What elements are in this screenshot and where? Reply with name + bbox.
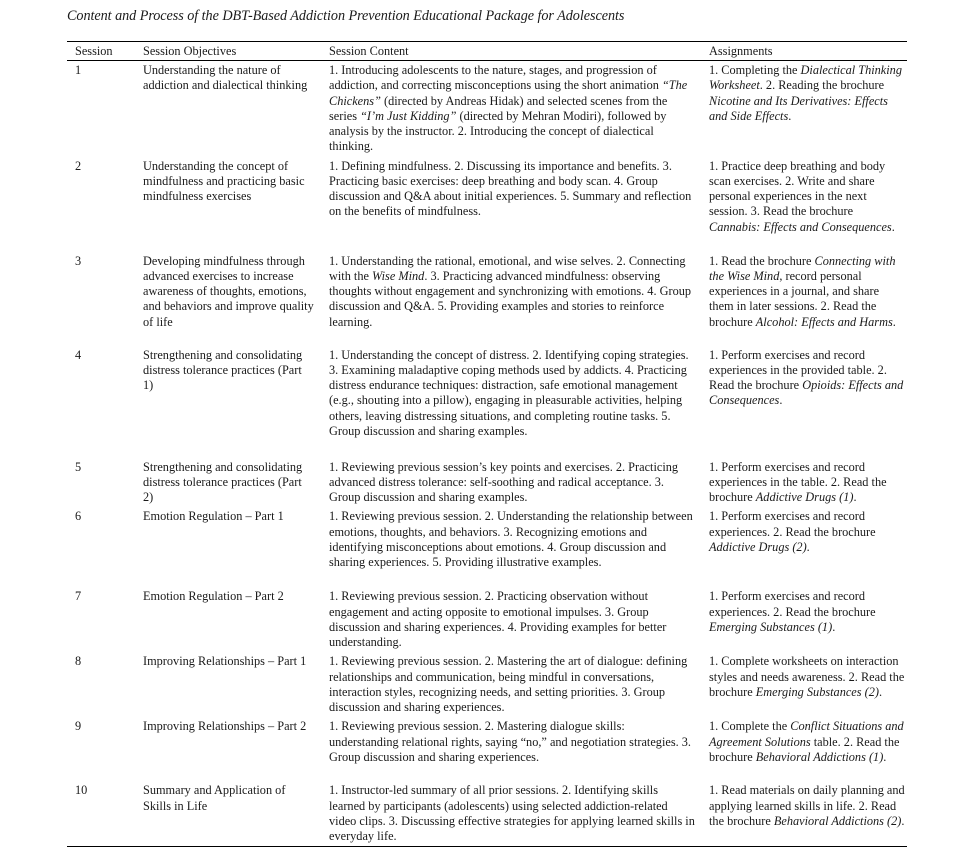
italic-title: Wise Mind bbox=[372, 268, 425, 283]
italic-title: Alcohol: Effects and Harms bbox=[755, 314, 893, 329]
session-content bbox=[321, 587, 701, 652]
header-objectives: Session Objectives bbox=[143, 44, 237, 58]
text-segment: 1. Reviewing previous session. 2. Practicing observation without engagement and acting opposite to emotional impulses. 3. Group discussion and sharing experiences. 4. Providing examples for better understanding. bbox=[329, 589, 667, 649]
session-objective: Strengthening and consolidating distress tolerance practices (Part 1) bbox=[143, 347, 303, 393]
text-segment: 1. Perform exercises and record experiences in the table. 2. Read the brochure bbox=[709, 459, 887, 505]
text-segment: 1. Reviewing previous session. 2. Mastering the art of dialogue: defining relationships and communication, being mindful in conversations, interaction styles, recognizing needs, and setting priorities. 3. Group discussion and sharing experiences. bbox=[329, 654, 688, 714]
table-header-row bbox=[67, 42, 907, 61]
text-segment: 1. Reviewing previous session’s key points and exercises. 2. Practicing advanced distress tolerance: self-soothing and radical acceptance. 3. Group discussion and sharing examples. bbox=[329, 459, 679, 505]
table-row bbox=[67, 458, 907, 508]
session-objective: Summary and Application of Skills in Life bbox=[143, 783, 286, 813]
text-segment: . bbox=[788, 108, 792, 123]
session-objective: Understanding the concept of mindfulness and practicing basic mindfulness exercises bbox=[143, 158, 305, 204]
text-segment: . bbox=[832, 619, 836, 634]
table-row bbox=[67, 652, 907, 717]
session-content bbox=[321, 61, 701, 157]
text-segment: 1. Complete worksheets on interaction styles and needs awareness. 2. Read the brochure bbox=[709, 654, 905, 699]
session-objective: Emotion Regulation – Part 1 bbox=[143, 509, 284, 524]
italic-title: Cannabis: Effects and Consequences bbox=[709, 219, 892, 234]
session-content bbox=[321, 458, 701, 508]
table-caption: Content and Process of the DBT-Based Addiction Prevention Educational Package for Adolescents bbox=[67, 8, 625, 24]
text-segment: . bbox=[806, 539, 810, 554]
session-content bbox=[321, 717, 701, 781]
session-number: 8 bbox=[75, 654, 82, 669]
text-segment: 1. Perform exercises and record experiences in the provided table. 2. Read the brochure bbox=[709, 347, 887, 393]
session-assignment bbox=[701, 507, 907, 587]
session-assignment bbox=[701, 252, 907, 346]
text-segment: , record personal experiences in a journal, and share them in later sessions. 2. Read the brochure bbox=[709, 268, 880, 329]
session-assignment bbox=[701, 587, 907, 652]
table-row bbox=[67, 252, 907, 346]
text-segment: 1. Understanding the rational, emotional, and wise selves. 2. Connecting with the bbox=[329, 253, 686, 283]
text-segment: . bbox=[901, 813, 905, 828]
italic-title: Addictive Drugs (2) bbox=[709, 539, 807, 554]
italic-title: Behavioral Addictions (1) bbox=[755, 749, 884, 764]
session-objective: Improving Relationships – Part 2 bbox=[143, 719, 307, 734]
text-segment: table. 2. Read the brochure bbox=[709, 734, 900, 764]
table-row bbox=[67, 507, 907, 587]
text-segment: 1. Defining mindfulness. 2. Discussing its importance and benefits. 3. Practicing basic exercises: deep breathing and body scan. 4. Group discussion and Q&A about initial experiences. 5. Summary and reflection on the benefits of mindfulness. bbox=[329, 158, 692, 219]
text-segment: . bbox=[892, 314, 896, 329]
italic-title: Conflict Situations and Agreement Solutions bbox=[709, 719, 904, 749]
session-number: 9 bbox=[75, 719, 82, 734]
session-assignment bbox=[701, 346, 907, 458]
header-session: Session bbox=[75, 44, 113, 58]
text-segment: . bbox=[891, 219, 895, 234]
italic-title: “The Chickens” bbox=[329, 78, 688, 108]
session-content bbox=[321, 252, 701, 346]
text-segment: 1. Completing the bbox=[709, 63, 801, 78]
text-segment: (directed by Mehran Modiri), followed by analysis by the instructor. 2. Introducing the concept of dialectical thinking. bbox=[329, 108, 667, 154]
session-objective: Improving Relationships – Part 1 bbox=[143, 654, 307, 669]
session-number: 10 bbox=[75, 783, 88, 798]
session-assignment bbox=[701, 157, 907, 252]
session-assignment bbox=[701, 652, 907, 717]
text-segment: . bbox=[779, 393, 783, 408]
session-number: 6 bbox=[75, 509, 82, 524]
table-row bbox=[67, 61, 907, 157]
text-segment: 1. Understanding the concept of distress. 2. Identifying coping strategies. 3. Examining maladaptive coping methods used by addicts. 4. Practicing distress endurance techniques: distraction, safe emotional management (e.g., shouting into a pillow), engaging in pleasurable activities, helping others, leaving distressing situations, and completing routine tasks. 5. Group discussion and sharing examples. bbox=[329, 347, 689, 438]
session-objective: Emotion Regulation – Part 2 bbox=[143, 589, 284, 604]
text-segment: 1. Reviewing previous session. 2. Mastering dialogue skills: understanding relational rights, saying “no,” and negotiation strategies. 3. Group discussion and sharing experiences. bbox=[329, 719, 691, 764]
session-number: 2 bbox=[75, 158, 82, 173]
text-segment: . 3. Practicing advanced mindfulness: observing thoughts without engagement and synchronizing with emotions. 4. Group discussion and Q&A. 5. Providing examples and stories to reinforce learning. bbox=[329, 268, 692, 329]
session-assignment bbox=[701, 61, 907, 157]
session-content bbox=[321, 781, 701, 846]
table-row bbox=[67, 157, 907, 252]
text-segment: . bbox=[883, 749, 887, 764]
text-segment: 1. Introducing adolescents to the nature, stages, and progression of addiction, and correcting misconceptions using the short animation bbox=[329, 63, 662, 93]
italic-title: Behavioral Addictions (2) bbox=[773, 813, 902, 828]
header-assignments: Assignments bbox=[709, 44, 773, 58]
header-content: Session Content bbox=[329, 44, 409, 58]
italic-title: Dialectical Thinking Worksheet bbox=[709, 63, 902, 93]
session-objective: Strengthening and consolidating distress tolerance practices (Part 2) bbox=[143, 459, 303, 505]
session-content bbox=[321, 157, 701, 252]
text-segment: 1. Practice deep breathing and body scan exercises. 2. Write and share personal experiences in the next session. 3. Read the brochure bbox=[709, 158, 886, 219]
table-row bbox=[67, 346, 907, 458]
italic-title: Emerging Substances (1) bbox=[709, 619, 833, 634]
italic-title: Connecting with the Wise Mind bbox=[709, 253, 896, 283]
session-assignment bbox=[701, 717, 907, 781]
session-number: 7 bbox=[75, 589, 82, 604]
italic-title: Opioids: Effects and Consequences bbox=[709, 378, 904, 408]
text-segment: . bbox=[853, 490, 857, 505]
session-number: 3 bbox=[75, 253, 82, 268]
text-segment: . 2. Reading the brochure bbox=[759, 78, 885, 93]
italic-title: Emerging Substances (2) bbox=[755, 684, 879, 699]
text-segment: 1. Read materials on daily planning and applying learned skills in life. 2. Read the brochure bbox=[709, 783, 905, 828]
session-assignment bbox=[701, 781, 907, 846]
session-objective: Developing mindfulness through advanced exercises to increase awareness of thoughts, emotions, and behaviors and improve quality of life bbox=[143, 253, 314, 329]
text-segment: 1. Reviewing previous session. 2. Understanding the relationship between emotions, thoughts, and behaviors. 3. Recognizing emotions and identifying misconceptions about emotions. 4. Group discussion and sharing experiences. 5. Providing illustrative examples. bbox=[329, 509, 693, 569]
text-segment: 1. Read the brochure bbox=[709, 253, 815, 268]
session-table bbox=[67, 41, 907, 847]
italic-title: Nicotine and Its Derivatives: Effects and Side Effects bbox=[709, 93, 888, 123]
text-segment: 1. Instructor-led summary of all prior sessions. 2. Identifying skills learned by participants (adolescents) using selected addiction-related video clips. 3. Discussing effective strategies for applying learned skills in everyday life. bbox=[329, 783, 695, 843]
table-row bbox=[67, 781, 907, 846]
table-row bbox=[67, 717, 907, 781]
text-segment: . bbox=[878, 684, 883, 699]
session-content bbox=[321, 652, 701, 717]
session-objective: Understanding the nature of addiction and dialectical thinking bbox=[143, 63, 308, 93]
session-number: 4 bbox=[75, 347, 82, 362]
text-segment: (directed by Andreas Hidak) and selected scenes from the series bbox=[329, 93, 668, 123]
text-segment: 1. Perform exercises and record experiences. 2. Read the brochure bbox=[709, 509, 876, 539]
session-content bbox=[321, 507, 701, 587]
session-number: 5 bbox=[75, 459, 82, 474]
table-row bbox=[67, 587, 907, 652]
italic-title: Addictive Drugs (1) bbox=[755, 490, 854, 505]
session-content bbox=[321, 346, 701, 458]
session-number: 1 bbox=[75, 63, 82, 78]
text-segment: 1. Complete the bbox=[709, 719, 791, 734]
session-assignment bbox=[701, 458, 907, 508]
italic-title: “I’m Just Kidding” bbox=[360, 108, 457, 123]
text-segment: 1. Perform exercises and record experiences. 2. Read the brochure bbox=[709, 589, 876, 619]
